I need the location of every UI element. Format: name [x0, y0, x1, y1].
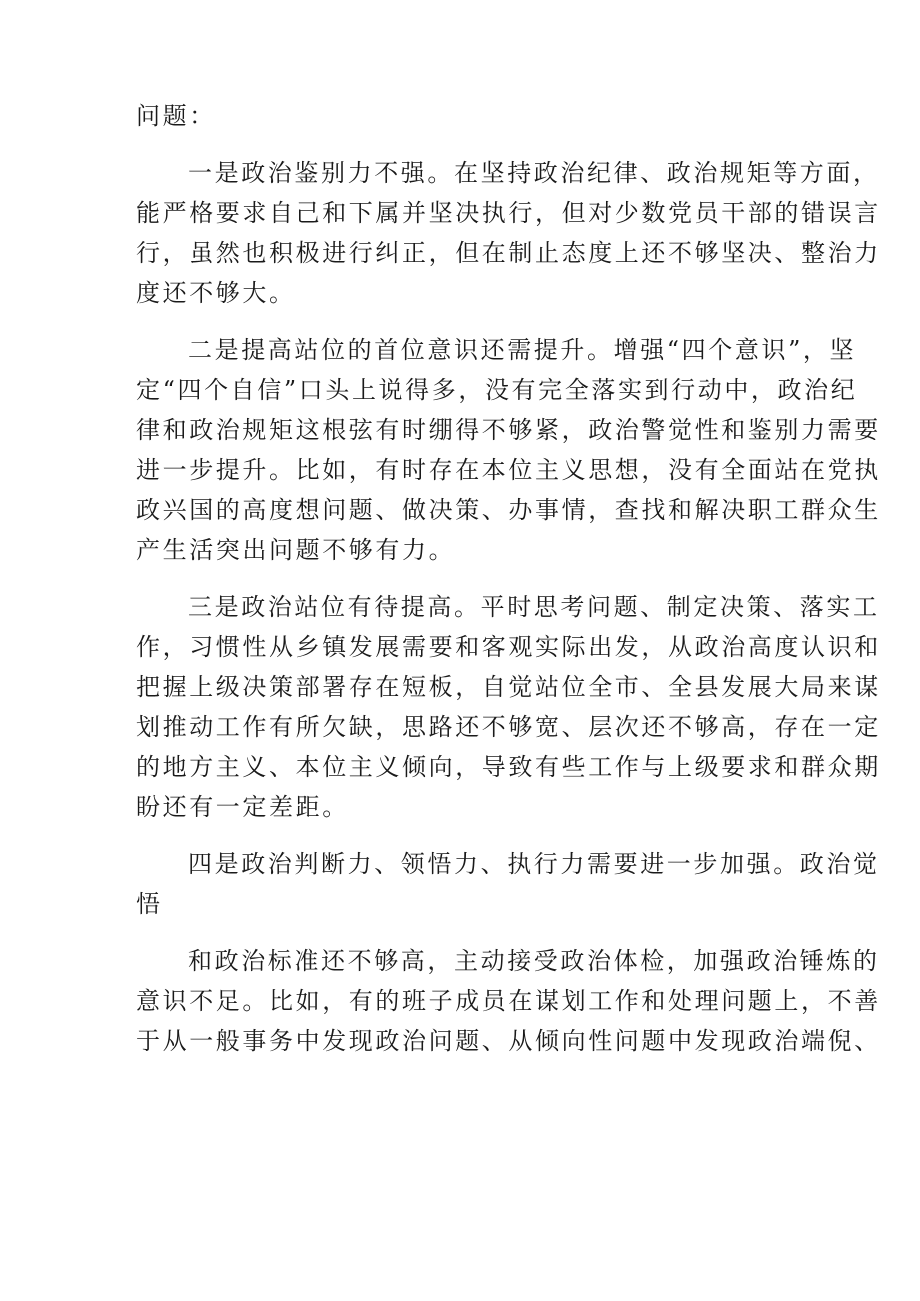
text-line: 意识不足。比如，有的班子成员在谋划工作和处理问题上，不善: [136, 987, 881, 1015]
text-line: 问题：: [136, 102, 216, 130]
paragraph-3: [136, 587, 881, 827]
paragraph-heading: [136, 96, 796, 136]
paragraph-1: [136, 153, 881, 313]
text-line: 进一步提升。比如，有时存在本位主义思想，没有全面站在党执: [136, 456, 881, 484]
text-line: 一是政治鉴别力不强。在坚持政治纪律、政治规矩等方面，: [188, 159, 880, 187]
text-line: 盼还有一定差距。: [136, 793, 349, 821]
paragraph-5: [136, 941, 881, 1061]
text-line: 度还不够大。: [136, 279, 296, 307]
text-line: 和政治标准还不够高，主动接受政治体检，加强政治锤炼的: [188, 947, 880, 975]
text-line: 把握上级决策部署存在短板，自觉站位全市、全县发展大局来谋: [136, 673, 881, 701]
paragraph-2: [136, 330, 881, 570]
text-line: 悟: [136, 890, 163, 918]
text-line: 能严格要求自己和下属并坚决执行，但对少数党员干部的错误言: [136, 199, 881, 227]
text-line: 行，虽然也积极进行纠正，但在制止态度上还不够坚决、整治力: [136, 239, 881, 267]
text-line: 二是提高站位的首位意识还需提升。增强“四个意识”，坚: [188, 336, 857, 364]
text-line: 产生活突出问题不够有力。: [136, 536, 456, 564]
text-line: 的地方主义、本位主义倾向，导致有些工作与上级要求和群众期: [136, 753, 881, 781]
text-line: 定“四个自信”口头上说得多，没有完全落实到行动中，政治纪: [136, 376, 858, 404]
text-line: 四是政治判断力、领悟力、执行力需要进一步加强。政治觉: [188, 850, 880, 878]
text-line: 律和政治规矩这根弦有时绷得不够紧，政治警觉性和鉴别力需要: [136, 416, 881, 444]
document-body: [136, 96, 881, 1061]
paragraph-4: [136, 844, 880, 924]
text-line: 于从一般事务中发现政治问题、从倾向性问题中发现政治端倪、: [136, 1027, 881, 1055]
text-line: 划推动工作有所欠缺，思路还不够宽、层次还不够高，存在一定: [136, 713, 881, 741]
text-line: 政兴国的高度想问题、做决策、办事情，查找和解决职工群众生: [136, 496, 881, 524]
text-line: 三是政治站位有待提高。平时思考问题、制定决策、落实工: [188, 593, 880, 621]
text-line: 作，习惯性从乡镇发展需要和客观实际出发，从政治高度认识和: [136, 633, 881, 661]
